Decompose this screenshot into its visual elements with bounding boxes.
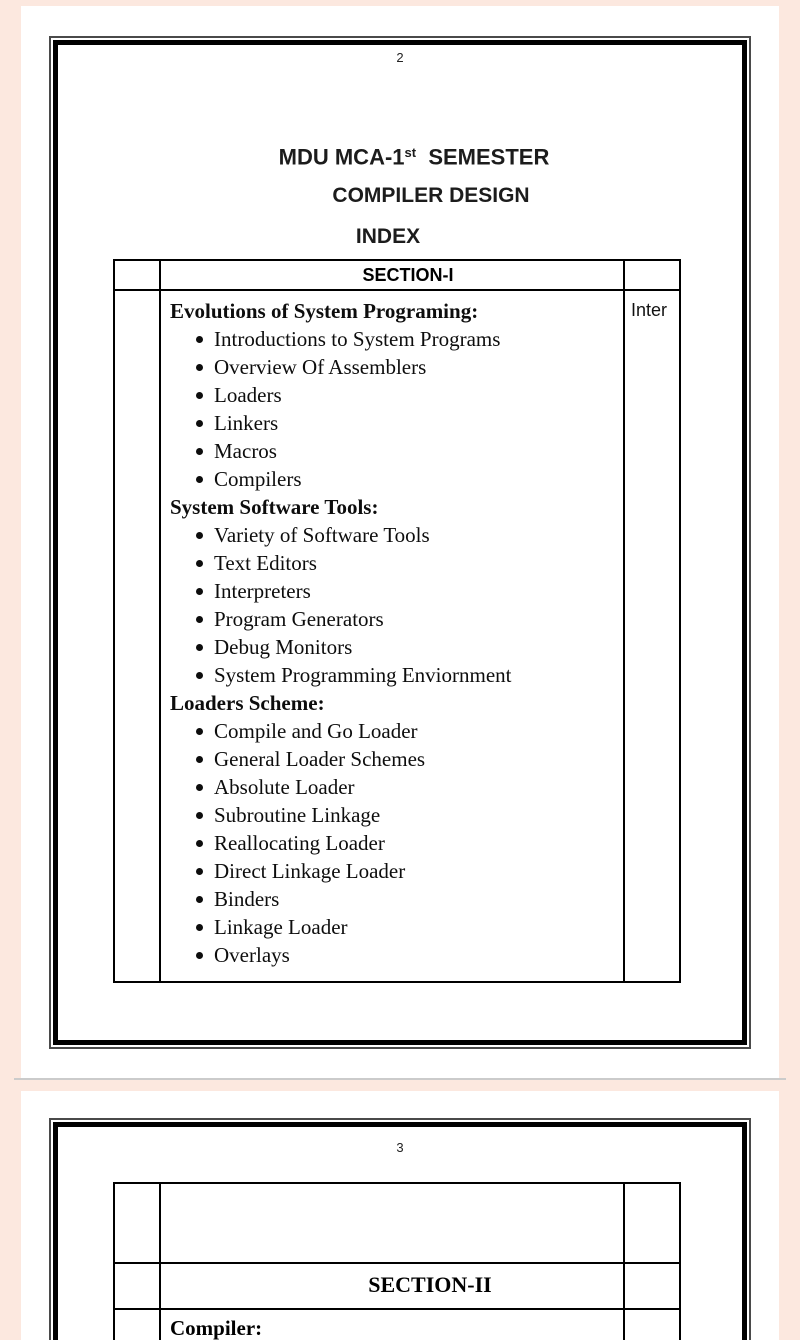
index-table-section-2 <box>113 1182 681 1340</box>
topic-item: Program Generators <box>170 605 619 633</box>
topic-item: Overview Of Assemblers <box>170 353 619 381</box>
index-table-section-1 <box>113 259 681 983</box>
interview-column-cell: Inter <box>631 300 668 320</box>
section-1-body-row <box>115 291 679 983</box>
topic-heading: Loaders Scheme: <box>170 691 325 715</box>
topic-item: Reallocating Loader <box>170 829 619 857</box>
doc-title-line-1-suffix: SEMESTER <box>416 144 550 170</box>
empty-content-cell <box>161 1184 625 1262</box>
side-column-cell <box>625 1310 679 1340</box>
syllabus-content <box>161 291 625 983</box>
row-number-cell <box>115 1264 161 1308</box>
doc-title-line-3: INDEX <box>355 225 421 248</box>
section-1-header-row <box>115 261 679 291</box>
topic-item: Loaders <box>170 381 619 409</box>
topic-item: Interpreters <box>170 577 619 605</box>
topic-heading: System Software Tools: <box>170 495 379 519</box>
row-number-cell <box>115 1184 161 1262</box>
topic-item: Subroutine Linkage <box>170 801 619 829</box>
doc-title-line-2: COMPILER DESIGN <box>332 184 530 207</box>
side-column-cell <box>625 1184 679 1262</box>
row-number-cell <box>115 261 161 289</box>
section-2-body-row <box>115 1310 679 1340</box>
topic-item: Compilers <box>170 465 619 493</box>
doc-title-line-1 <box>14 139 800 170</box>
topic-item: Debug Monitors <box>170 633 619 661</box>
topic-item: System Programming Enviornment <box>170 661 619 689</box>
doc-title-superscript: st <box>404 145 417 160</box>
topic-item: Introductions to System Programs <box>170 325 619 353</box>
compiler-topic-heading: Compiler: <box>161 1310 625 1340</box>
topic-item: Binders <box>170 885 619 913</box>
doc-title-line-1-prefix: MDU MCA-1 <box>278 144 405 170</box>
section-1-header-cell: SECTION-I <box>161 261 625 289</box>
page-separator <box>14 1078 786 1080</box>
topic-item: Linkers <box>170 409 619 437</box>
row-number-cell <box>115 291 161 983</box>
topic-list <box>170 717 619 969</box>
topic-list <box>170 325 619 493</box>
page-2-number: 3 <box>396 1140 404 1155</box>
section-2-header-row <box>115 1264 679 1310</box>
section-2-header-cell: SECTION-II <box>161 1264 625 1308</box>
topic-item: Linkage Loader <box>170 913 619 941</box>
topic-item: General Loader Schemes <box>170 745 619 773</box>
topic-item: Text Editors <box>170 549 619 577</box>
topic-item: Overlays <box>170 941 619 969</box>
side-column-cell <box>625 1264 679 1308</box>
row-number-cell <box>115 1310 161 1340</box>
topic-item: Absolute Loader <box>170 773 619 801</box>
topic-item: Macros <box>170 437 619 465</box>
topic-item: Direct Linkage Loader <box>170 857 619 885</box>
topic-item: Variety of Software Tools <box>170 521 619 549</box>
topic-heading: Evolutions of System Programing: <box>170 299 479 323</box>
section-2-empty-row <box>115 1184 679 1264</box>
topic-item: Compile and Go Loader <box>170 717 619 745</box>
page-1-number: 2 <box>396 50 404 65</box>
side-column-cell <box>625 261 679 289</box>
topic-list <box>170 521 619 689</box>
